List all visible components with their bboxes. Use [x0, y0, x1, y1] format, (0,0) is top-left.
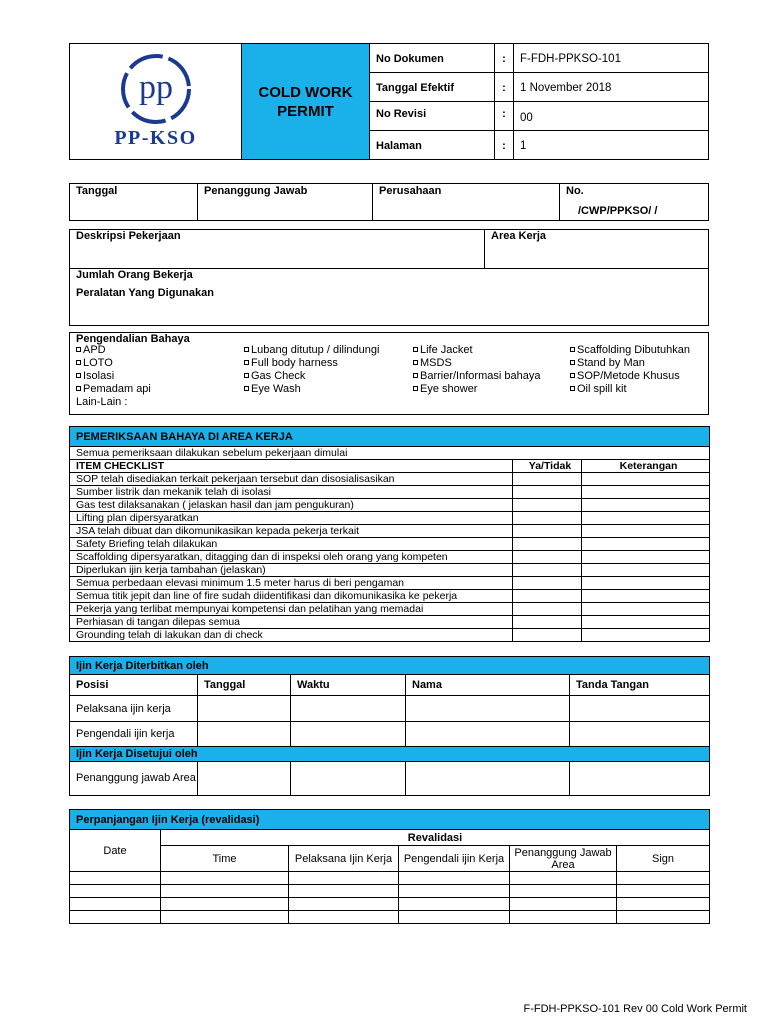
checkbox-icon[interactable] — [570, 386, 575, 391]
hazard-option-label: LOTO — [83, 357, 113, 369]
checklist-row — [70, 512, 710, 525]
keterangan-cell[interactable] — [582, 525, 710, 538]
input-cell[interactable] — [161, 872, 289, 885]
input-cell[interactable] — [510, 885, 617, 898]
checklist-row — [70, 564, 710, 577]
logo-text: PP-KSO — [114, 127, 197, 149]
input-cell[interactable] — [291, 762, 406, 796]
input-cell[interactable] — [617, 872, 710, 885]
tanggal-label: Tanggal — [76, 185, 118, 197]
input-cell[interactable] — [70, 898, 161, 911]
ya-tidak-cell[interactable] — [513, 616, 582, 629]
ya-tidak-cell[interactable] — [513, 473, 582, 486]
checkbox-icon[interactable] — [413, 347, 418, 352]
checklist-item: Pekerja yang terlibat mempunyai kompetensi dan pelatihan yang memadai — [70, 603, 513, 616]
hazard-control-block — [69, 332, 709, 415]
checkbox-icon[interactable] — [76, 347, 81, 352]
hazard-option[interactable] — [413, 383, 477, 396]
input-cell[interactable] — [570, 762, 710, 796]
pp-logo-icon — [111, 53, 201, 125]
checklist-row — [70, 616, 710, 629]
input-cell[interactable] — [399, 885, 510, 898]
colon: : — [495, 102, 514, 131]
tanggal-efektif-value: 1 November 2018 — [514, 73, 709, 102]
ya-tidak-cell[interactable] — [513, 590, 582, 603]
hazard-option-label: Scaffolding Dibutuhkan — [577, 344, 690, 356]
input-cell[interactable] — [161, 885, 289, 898]
checkbox-icon[interactable] — [244, 373, 249, 378]
revalidasi-title: Perpanjangan Ijin Kerja (revalidasi) — [70, 810, 710, 830]
keterangan-cell[interactable] — [582, 538, 710, 551]
hazard-option-label: Oil spill kit — [577, 383, 627, 395]
input-cell[interactable] — [198, 722, 291, 747]
input-cell[interactable] — [70, 911, 161, 924]
colon: : — [495, 131, 514, 160]
col-keterangan: Keterangan — [582, 460, 710, 473]
deskripsi-pekerjaan-label: Deskripsi Pekerjaan — [76, 230, 181, 242]
lain-lain-label: Lain-Lain : — [76, 396, 128, 408]
hazard-option-label: Life Jacket — [420, 344, 473, 356]
checklist-row — [70, 590, 710, 603]
keterangan-cell[interactable] — [582, 577, 710, 590]
penanggung-jawab-field[interactable] — [198, 184, 373, 221]
colon: : — [495, 73, 514, 102]
col-penanggung-jawab: Penanggung Jawab Area — [510, 846, 617, 872]
input-cell[interactable] — [399, 898, 510, 911]
input-cell[interactable] — [198, 696, 291, 722]
ya-tidak-cell[interactable] — [513, 564, 582, 577]
no-field[interactable] — [560, 184, 709, 221]
hazard-option-label: MSDS — [420, 357, 452, 369]
checkbox-icon[interactable] — [570, 373, 575, 378]
title-line-2: PERMIT — [277, 102, 334, 120]
hazard-option[interactable] — [413, 357, 452, 370]
checkbox-icon[interactable] — [244, 347, 249, 352]
revalidasi-row — [70, 911, 710, 924]
col-nama: Nama — [406, 675, 570, 696]
input-cell[interactable] — [617, 898, 710, 911]
ijin-disetujui-title: Ijin Kerja Disetujui oleh — [70, 747, 710, 762]
hazard-option-label: Eye shower — [420, 383, 478, 395]
hazard-option[interactable] — [76, 344, 106, 357]
input-cell[interactable] — [291, 722, 406, 747]
checkbox-icon[interactable] — [413, 360, 418, 365]
hazard-option-label: Eye Wash — [251, 383, 301, 395]
keterangan-cell[interactable] — [582, 499, 710, 512]
ya-tidak-cell[interactable] — [513, 525, 582, 538]
checkbox-icon[interactable] — [570, 347, 575, 352]
input-cell[interactable] — [399, 872, 510, 885]
col-sign: Sign — [617, 846, 710, 872]
hazard-option-label: APD — [83, 344, 106, 356]
checklist-item: SOP telah disediakan terkait pekerjaan tersebut dan disosialisasikan — [70, 473, 513, 486]
checklist-row — [70, 525, 710, 538]
jumlah-orang-label: Jumlah Orang Bekerja — [76, 269, 193, 281]
checklist-table — [69, 426, 710, 642]
checklist-item: Diperlukan ijin kerja tambahan (jelaskan) — [70, 564, 513, 577]
checklist-item: Semua titik jepit dan line of fire sudah diidentifikasi dan dikomunikasika ke pekerja — [70, 590, 513, 603]
checklist-item: Perhiasan di tangan dilepas semua — [70, 616, 513, 629]
input-cell[interactable] — [406, 762, 570, 796]
hazard-option[interactable] — [244, 370, 305, 383]
pelaksana-ijin-label: Pelaksana ijin kerja — [70, 696, 198, 722]
checklist-item: Lifting plan dipersyaratkan — [70, 512, 513, 525]
pengendali-ijin-label: Pengendali ijin kerja — [70, 722, 198, 747]
ya-tidak-cell[interactable] — [513, 551, 582, 564]
hazard-option[interactable] — [76, 357, 113, 370]
col-posisi: Posisi — [70, 675, 198, 696]
hazard-option-label: Pemadam api — [83, 383, 151, 395]
checklist-title: PEMERIKSAAN BAHAYA DI AREA KERJA — [70, 427, 710, 447]
hazard-option[interactable] — [413, 370, 540, 383]
input-cell[interactable] — [406, 722, 570, 747]
checklist-row — [70, 603, 710, 616]
checkbox-icon[interactable] — [413, 373, 418, 378]
perusahaan-label: Perusahaan — [379, 185, 442, 197]
col-ya-tidak: Ya/Tidak — [513, 460, 582, 473]
company-logo — [70, 44, 242, 160]
hazard-option[interactable] — [570, 383, 627, 396]
ijin-kerja-table — [69, 656, 710, 796]
checklist-row — [70, 473, 710, 486]
input-cell[interactable] — [70, 885, 161, 898]
ya-tidak-cell[interactable] — [513, 577, 582, 590]
input-cell[interactable] — [291, 696, 406, 722]
ya-tidak-cell[interactable] — [513, 629, 582, 642]
input-cell[interactable] — [617, 911, 710, 924]
document-title — [242, 44, 370, 160]
peralatan-label: Peralatan Yang Digunakan — [76, 287, 214, 299]
penanggung-jawab-label: Penanggung Jawab — [204, 185, 308, 197]
title-line-1: COLD WORK — [258, 83, 353, 101]
keterangan-cell[interactable] — [582, 486, 710, 499]
info-row — [69, 183, 709, 221]
document-header — [69, 43, 709, 160]
colon: : — [495, 44, 514, 73]
checklist-subtitle: Semua pemeriksaan dilakukan sebelum pekerjaan dimulai — [70, 447, 710, 460]
checklist-item: Semua perbedaan elevasi minimum 1.5 meter harus di beri pengaman — [70, 577, 513, 590]
ya-tidak-cell[interactable] — [513, 499, 582, 512]
ya-tidak-cell[interactable] — [513, 512, 582, 525]
revalidasi-row — [70, 885, 710, 898]
hazard-option-label: Isolasi — [83, 370, 115, 382]
checkbox-icon[interactable] — [244, 386, 249, 391]
hazard-option[interactable] — [570, 357, 645, 370]
hazard-option-label: Lubang ditutup / dilindungi — [251, 344, 380, 356]
input-cell[interactable] — [289, 911, 399, 924]
hazard-option[interactable] — [76, 370, 114, 383]
input-cell[interactable] — [161, 898, 289, 911]
input-cell[interactable] — [70, 872, 161, 885]
checkbox-icon[interactable] — [244, 360, 249, 365]
input-cell[interactable] — [289, 872, 399, 885]
revalidasi-table — [69, 809, 710, 924]
keterangan-cell[interactable] — [582, 629, 710, 642]
hazard-option[interactable] — [413, 344, 473, 357]
checklist-item: Safety Briefing telah dilakukan — [70, 538, 513, 551]
checkbox-icon[interactable] — [76, 360, 81, 365]
keterangan-cell[interactable] — [582, 590, 710, 603]
keterangan-cell[interactable] — [582, 512, 710, 525]
keterangan-cell[interactable] — [582, 603, 710, 616]
perusahaan-field[interactable] — [373, 184, 560, 221]
hazard-option[interactable] — [244, 357, 338, 370]
keterangan-cell[interactable] — [582, 473, 710, 486]
hazard-option-label: SOP/Metode Khusus — [577, 370, 680, 382]
col-tanda-tangan: Tanda Tangan — [570, 675, 710, 696]
ya-tidak-cell[interactable] — [513, 538, 582, 551]
input-cell[interactable] — [510, 872, 617, 885]
hazard-option[interactable] — [570, 370, 680, 383]
hazard-option-label: Barrier/Informasi bahaya — [420, 370, 541, 382]
input-cell[interactable] — [406, 696, 570, 722]
hazard-option-label: Full body harness — [251, 357, 338, 369]
checklist-row — [70, 551, 710, 564]
checklist-row — [70, 499, 710, 512]
input-cell[interactable] — [510, 898, 617, 911]
input-cell[interactable] — [399, 911, 510, 924]
checklist-item: Grounding telah di lakukan dan di check — [70, 629, 513, 642]
col-date: Date — [70, 830, 161, 872]
hazard-option[interactable] — [570, 344, 690, 357]
tanggal-efektif-label: Tanggal Efektif — [370, 73, 495, 102]
revalidasi-row — [70, 872, 710, 885]
checkbox-icon[interactable] — [76, 386, 81, 391]
no-dokumen-label: No Dokumen — [370, 44, 495, 73]
no-value: /CWP/PPKSO/ / — [578, 205, 658, 217]
halaman-label: Halaman — [370, 131, 495, 160]
checklist-row — [70, 486, 710, 499]
hazard-option[interactable] — [244, 344, 379, 357]
col-waktu: Waktu — [291, 675, 406, 696]
checkbox-icon[interactable] — [570, 360, 575, 365]
col-tanggal: Tanggal — [198, 675, 291, 696]
input-cell[interactable] — [570, 722, 710, 747]
tanggal-field[interactable] — [70, 184, 198, 221]
input-cell[interactable] — [289, 898, 399, 911]
col-pengendali: Pengendali ijin Kerja — [399, 846, 510, 872]
checklist-row — [70, 577, 710, 590]
ya-tidak-cell[interactable] — [513, 603, 582, 616]
hazard-option[interactable] — [76, 383, 151, 396]
input-cell[interactable] — [198, 762, 291, 796]
area-kerja-label: Area Kerja — [491, 230, 547, 242]
keterangan-cell[interactable] — [582, 616, 710, 629]
revalidasi-row — [70, 898, 710, 911]
col-pelaksana: Pelaksana Ijin Kerja — [289, 846, 399, 872]
revalidasi-group-header: Revalidasi — [161, 830, 710, 846]
no-revisi-value: 00 — [514, 102, 709, 131]
description-block — [69, 229, 709, 326]
checklist-item: JSA telah dibuat dan dikomunikasikan kepada pekerja terkait — [70, 525, 513, 538]
checklist-item: Gas test dilaksanakan ( jelaskan hasil dan jam pengukuran) — [70, 499, 513, 512]
ya-tidak-cell[interactable] — [513, 486, 582, 499]
checkbox-icon[interactable] — [413, 386, 418, 391]
input-cell[interactable] — [617, 885, 710, 898]
checklist-row — [70, 538, 710, 551]
keterangan-cell[interactable] — [582, 564, 710, 577]
input-cell[interactable] — [161, 911, 289, 924]
hazard-title: Pengendalian Bahaya — [76, 333, 190, 345]
input-cell[interactable] — [289, 885, 399, 898]
col-time: Time — [161, 846, 289, 872]
input-cell[interactable] — [570, 696, 710, 722]
hazard-option[interactable] — [244, 383, 301, 396]
logo-mark-text: pp — [138, 69, 173, 106]
penanggung-jawab-area-label: Penanggung jawab Area — [70, 762, 198, 796]
checklist-row — [70, 629, 710, 642]
no-revisi-label: No Revisi — [370, 102, 495, 131]
keterangan-cell[interactable] — [582, 551, 710, 564]
no-dokumen-value: F-FDH-PPKSO-101 — [514, 44, 709, 73]
document-footer: F-FDH-PPKSO-101 Rev 00 Cold Work Permit — [523, 1003, 747, 1015]
checklist-item: Sumber listrik dan mekanik telah di isolasi — [70, 486, 513, 499]
ijin-diterbitkan-title: Ijin Kerja Diterbitkan oleh — [70, 657, 710, 675]
checklist-item: Scaffolding dipersyaratkan, ditagging dan di inspeksi oleh orang yang kompeten — [70, 551, 513, 564]
hazard-option-label: Gas Check — [251, 370, 306, 382]
hazard-option-label: Stand by Man — [577, 357, 645, 369]
halaman-value: 1 — [514, 131, 709, 160]
checkbox-icon[interactable] — [76, 373, 81, 378]
input-cell[interactable] — [510, 911, 617, 924]
no-label: No. — [566, 185, 584, 197]
col-item-checklist: ITEM CHECKLIST — [70, 460, 513, 473]
